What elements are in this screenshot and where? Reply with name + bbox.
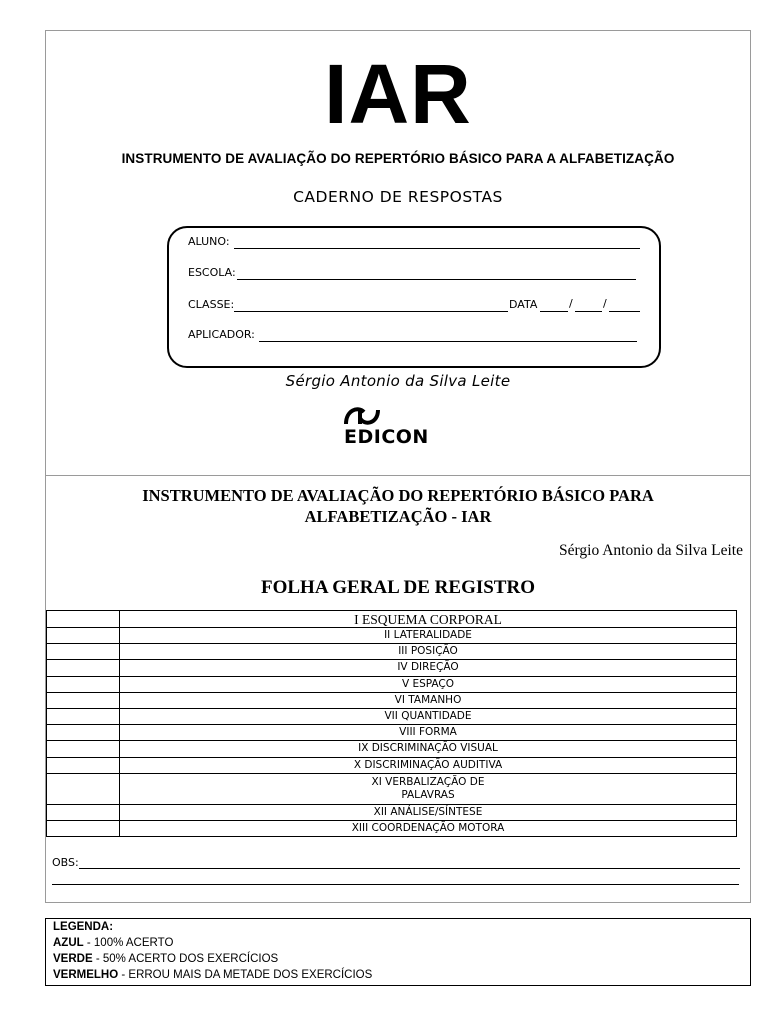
skill-label: VI TAMANHO: [120, 692, 737, 708]
legend-item-azul: AZUL - 100% ACERTO: [53, 937, 174, 949]
score-cell[interactable]: [47, 757, 120, 773]
table-row: [47, 804, 737, 820]
sheet-title-line2: ALFABETIZAÇÃO - IAR: [304, 507, 492, 526]
publisher-name: EDICON: [344, 426, 429, 448]
table-row: [47, 757, 737, 773]
legend-item-vermelho: VERMELHO - ERROU MAIS DA METADE DOS EXERCÍCIOS: [53, 969, 373, 981]
aplicador-label: APLICADOR:: [188, 328, 255, 341]
score-cell[interactable]: [47, 708, 120, 724]
date-separator: /: [569, 297, 573, 310]
cover-title: IAR: [324, 47, 472, 141]
cover-author: Sérgio Antonio da Silva Leite: [285, 372, 511, 390]
obs-field-line2[interactable]: [52, 884, 739, 885]
table-row: [47, 741, 737, 757]
legend-box: [45, 918, 751, 986]
skill-label: IV DIREÇÃO: [120, 660, 737, 676]
sheet-title-line1: INSTRUMENTO DE AVALIAÇÃO DO REPERTÓRIO BÁSICO PARA: [142, 486, 654, 505]
obs-field[interactable]: [79, 868, 740, 869]
table-row: [47, 725, 737, 741]
skill-label: VII QUANTIDADE: [120, 708, 737, 724]
skill-label: I ESQUEMA CORPORAL: [120, 611, 737, 628]
data-year-field[interactable]: [609, 311, 640, 312]
classe-label: CLASSE:: [188, 298, 235, 311]
table-row: [47, 644, 737, 660]
score-cell[interactable]: [47, 660, 120, 676]
skill-label: XI VERBALIZAÇÃO DE PALAVRAS: [120, 773, 737, 804]
skill-label: V ESPAÇO: [120, 676, 737, 692]
table-row: [47, 820, 737, 836]
legend-item-verde: VERDE - 50% ACERTO DOS EXERCÍCIOS: [53, 953, 279, 965]
score-cell[interactable]: [47, 692, 120, 708]
escola-label: ESCOLA:: [188, 266, 236, 279]
skill-label: XII ANÁLISE/SÍNTESE: [120, 804, 737, 820]
register-table: [46, 610, 737, 837]
score-cell[interactable]: [47, 676, 120, 692]
skill-label: III POSIÇÃO: [120, 644, 737, 660]
publisher-logo: [340, 404, 460, 452]
score-cell[interactable]: [47, 741, 120, 757]
date-separator: /: [603, 297, 607, 310]
aplicador-field[interactable]: [259, 341, 637, 342]
table-row: [47, 676, 737, 692]
score-cell[interactable]: [47, 644, 120, 660]
skill-label: II LATERALIDADE: [120, 628, 737, 644]
score-cell[interactable]: [47, 804, 120, 820]
skill-label: XIII COORDENAÇÃO MOTORA: [120, 820, 737, 836]
skill-label: VIII FORMA: [120, 725, 737, 741]
score-cell[interactable]: [47, 773, 120, 804]
student-info-form: [167, 226, 661, 368]
obs-label: OBS:: [52, 856, 79, 869]
data-label: DATA: [509, 298, 538, 311]
table-row: [47, 708, 737, 724]
register-title: FOLHA GERAL DE REGISTRO: [261, 577, 535, 598]
skill-label: IX DISCRIMINAÇÃO VISUAL: [120, 741, 737, 757]
data-day-field[interactable]: [540, 311, 568, 312]
table-row: [47, 692, 737, 708]
score-cell[interactable]: [47, 628, 120, 644]
cover-subtitle: INSTRUMENTO DE AVALIAÇÃO DO REPERTÓRIO BÁSICO PARA A ALFABETIZAÇÃO: [121, 151, 675, 166]
table-row: [47, 611, 737, 628]
table-row: [47, 628, 737, 644]
escola-field[interactable]: [237, 279, 636, 280]
table-row: [47, 660, 737, 676]
aluno-label: ALUNO:: [188, 235, 230, 248]
legend-title: LEGENDA:: [53, 921, 114, 933]
skill-label: X DISCRIMINAÇÃO AUDITIVA: [120, 757, 737, 773]
publisher-emblem-icon: [342, 404, 382, 428]
data-month-field[interactable]: [575, 311, 602, 312]
table-row: [47, 773, 737, 804]
score-cell[interactable]: [47, 611, 120, 628]
score-cell[interactable]: [47, 820, 120, 836]
classe-field[interactable]: [234, 311, 508, 312]
score-cell[interactable]: [47, 725, 120, 741]
aluno-field[interactable]: [234, 248, 640, 249]
sheet-author: Sérgio Antonio da Silva Leite: [559, 542, 743, 559]
booklet-label: CADERNO DE RESPOSTAS: [293, 188, 503, 206]
